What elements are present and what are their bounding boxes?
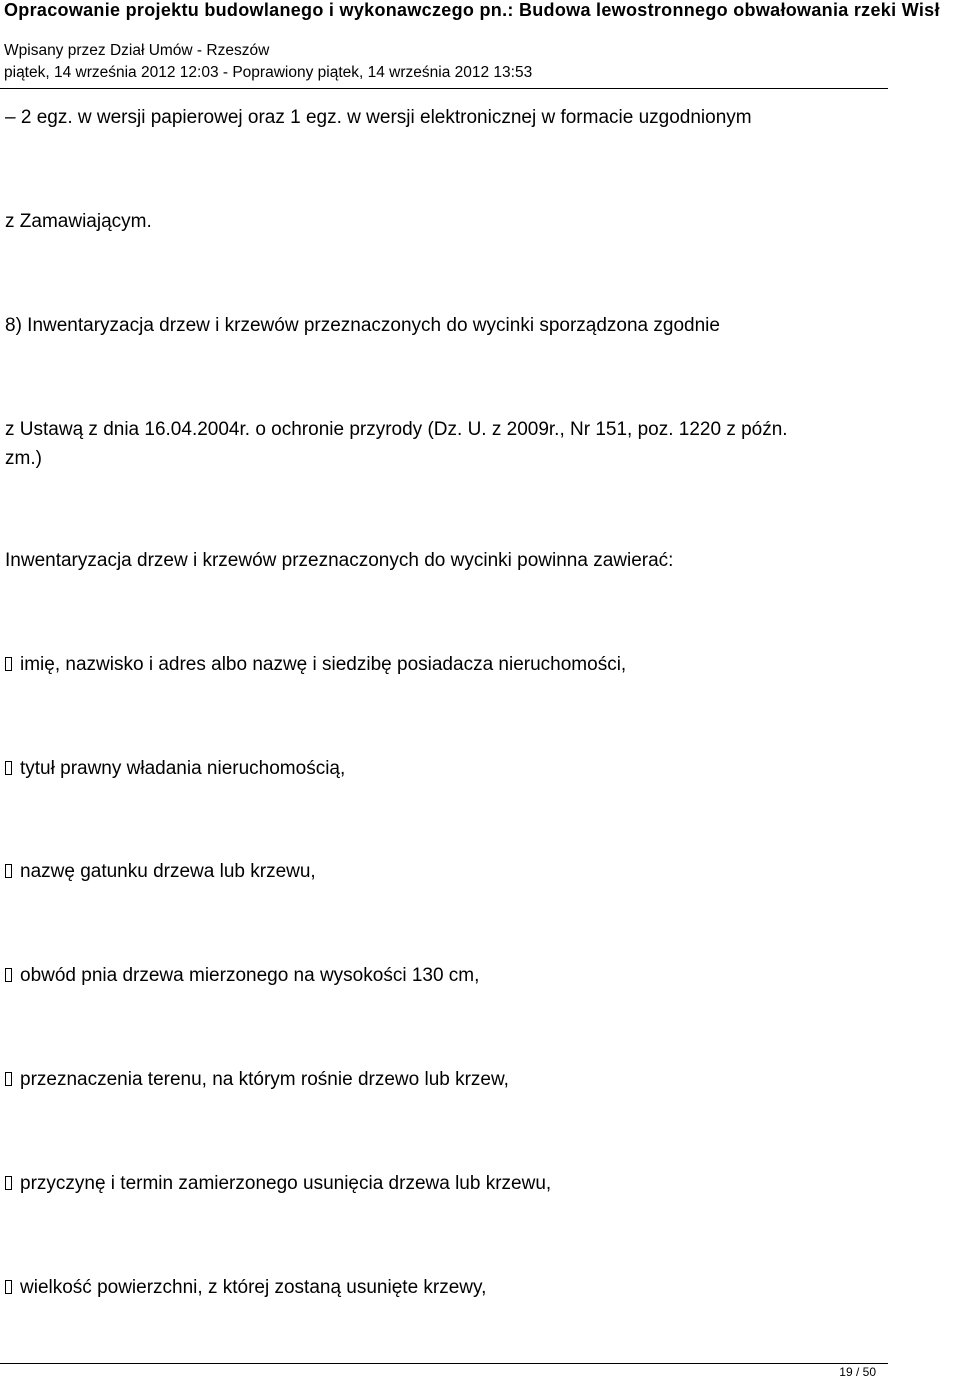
bullet-icon [5,864,12,878]
bullet-icon [5,761,12,775]
list-item [5,758,345,780]
list-item-text: nazwę gatunku drzewa lub krzewu, [20,861,316,882]
bullet-icon [5,1280,12,1294]
body-line-inventory-contents: Inwentaryzacja drzew i krzewów przeznaczonych do wycinki powinna zawierać: [5,550,674,571]
list-item [5,1173,551,1195]
document-title: Opracowanie projektu budowlanego i wykonawczego pn.: Budowa lewostronnego obwałowania rzeki Wisł [4,0,940,20]
bullet-icon [5,1176,12,1190]
bullet-icon [5,968,12,982]
page-number: 19 / 50 [839,1365,876,1379]
list-item-text: obwód pnia drzewa mierzonego na wysokości 130 cm, [20,965,480,986]
list-item-text: przyczynę i termin zamierzonego usunięcia drzewa lub krzewu, [20,1173,552,1194]
list-item-text: przeznaczenia terenu, na którym rośnie drzewo lub krzew, [20,1069,509,1090]
footer-divider [0,1363,888,1364]
list-item [5,1277,486,1299]
bullet-icon [5,657,12,671]
author-line: Wpisany przez Dział Umów - Rzeszów [4,42,270,59]
list-item [5,1069,509,1091]
date-line: piątek, 14 września 2012 12:03 - Poprawiony piątek, 14 września 2012 13:53 [4,64,533,81]
body-line-ordering-party: z Zamawiającym. [5,211,152,232]
list-item-text: wielkość powierzchni, z której zostaną usunięte krzewy, [20,1277,487,1298]
header-divider [0,88,888,89]
body-line-act-reference-end: zm.) [5,448,42,469]
body-line-inventory-intro: 8) Inwentaryzacja drzew i krzewów przeznaczonych do wycinki sporządzona zgodnie [5,315,720,336]
body-line-copies: – 2 egz. w wersji papierowej oraz 1 egz. w wersji elektronicznej w formacie uzgodnionym [5,107,752,128]
list-item [5,861,316,883]
list-item-text: imię, nazwisko i adres albo nazwę i siedzibę posiadacza nieruchomości, [20,654,627,675]
list-item [5,654,626,676]
bullet-icon [5,1072,12,1086]
list-item-text: tytuł prawny władania nieruchomością, [20,758,346,779]
body-line-act-reference: z Ustawą z dnia 16.04.2004r. o ochronie przyrody (Dz. U. z 2009r., Nr 151, poz. 1220 z późn. [5,419,788,440]
list-item [5,965,479,987]
